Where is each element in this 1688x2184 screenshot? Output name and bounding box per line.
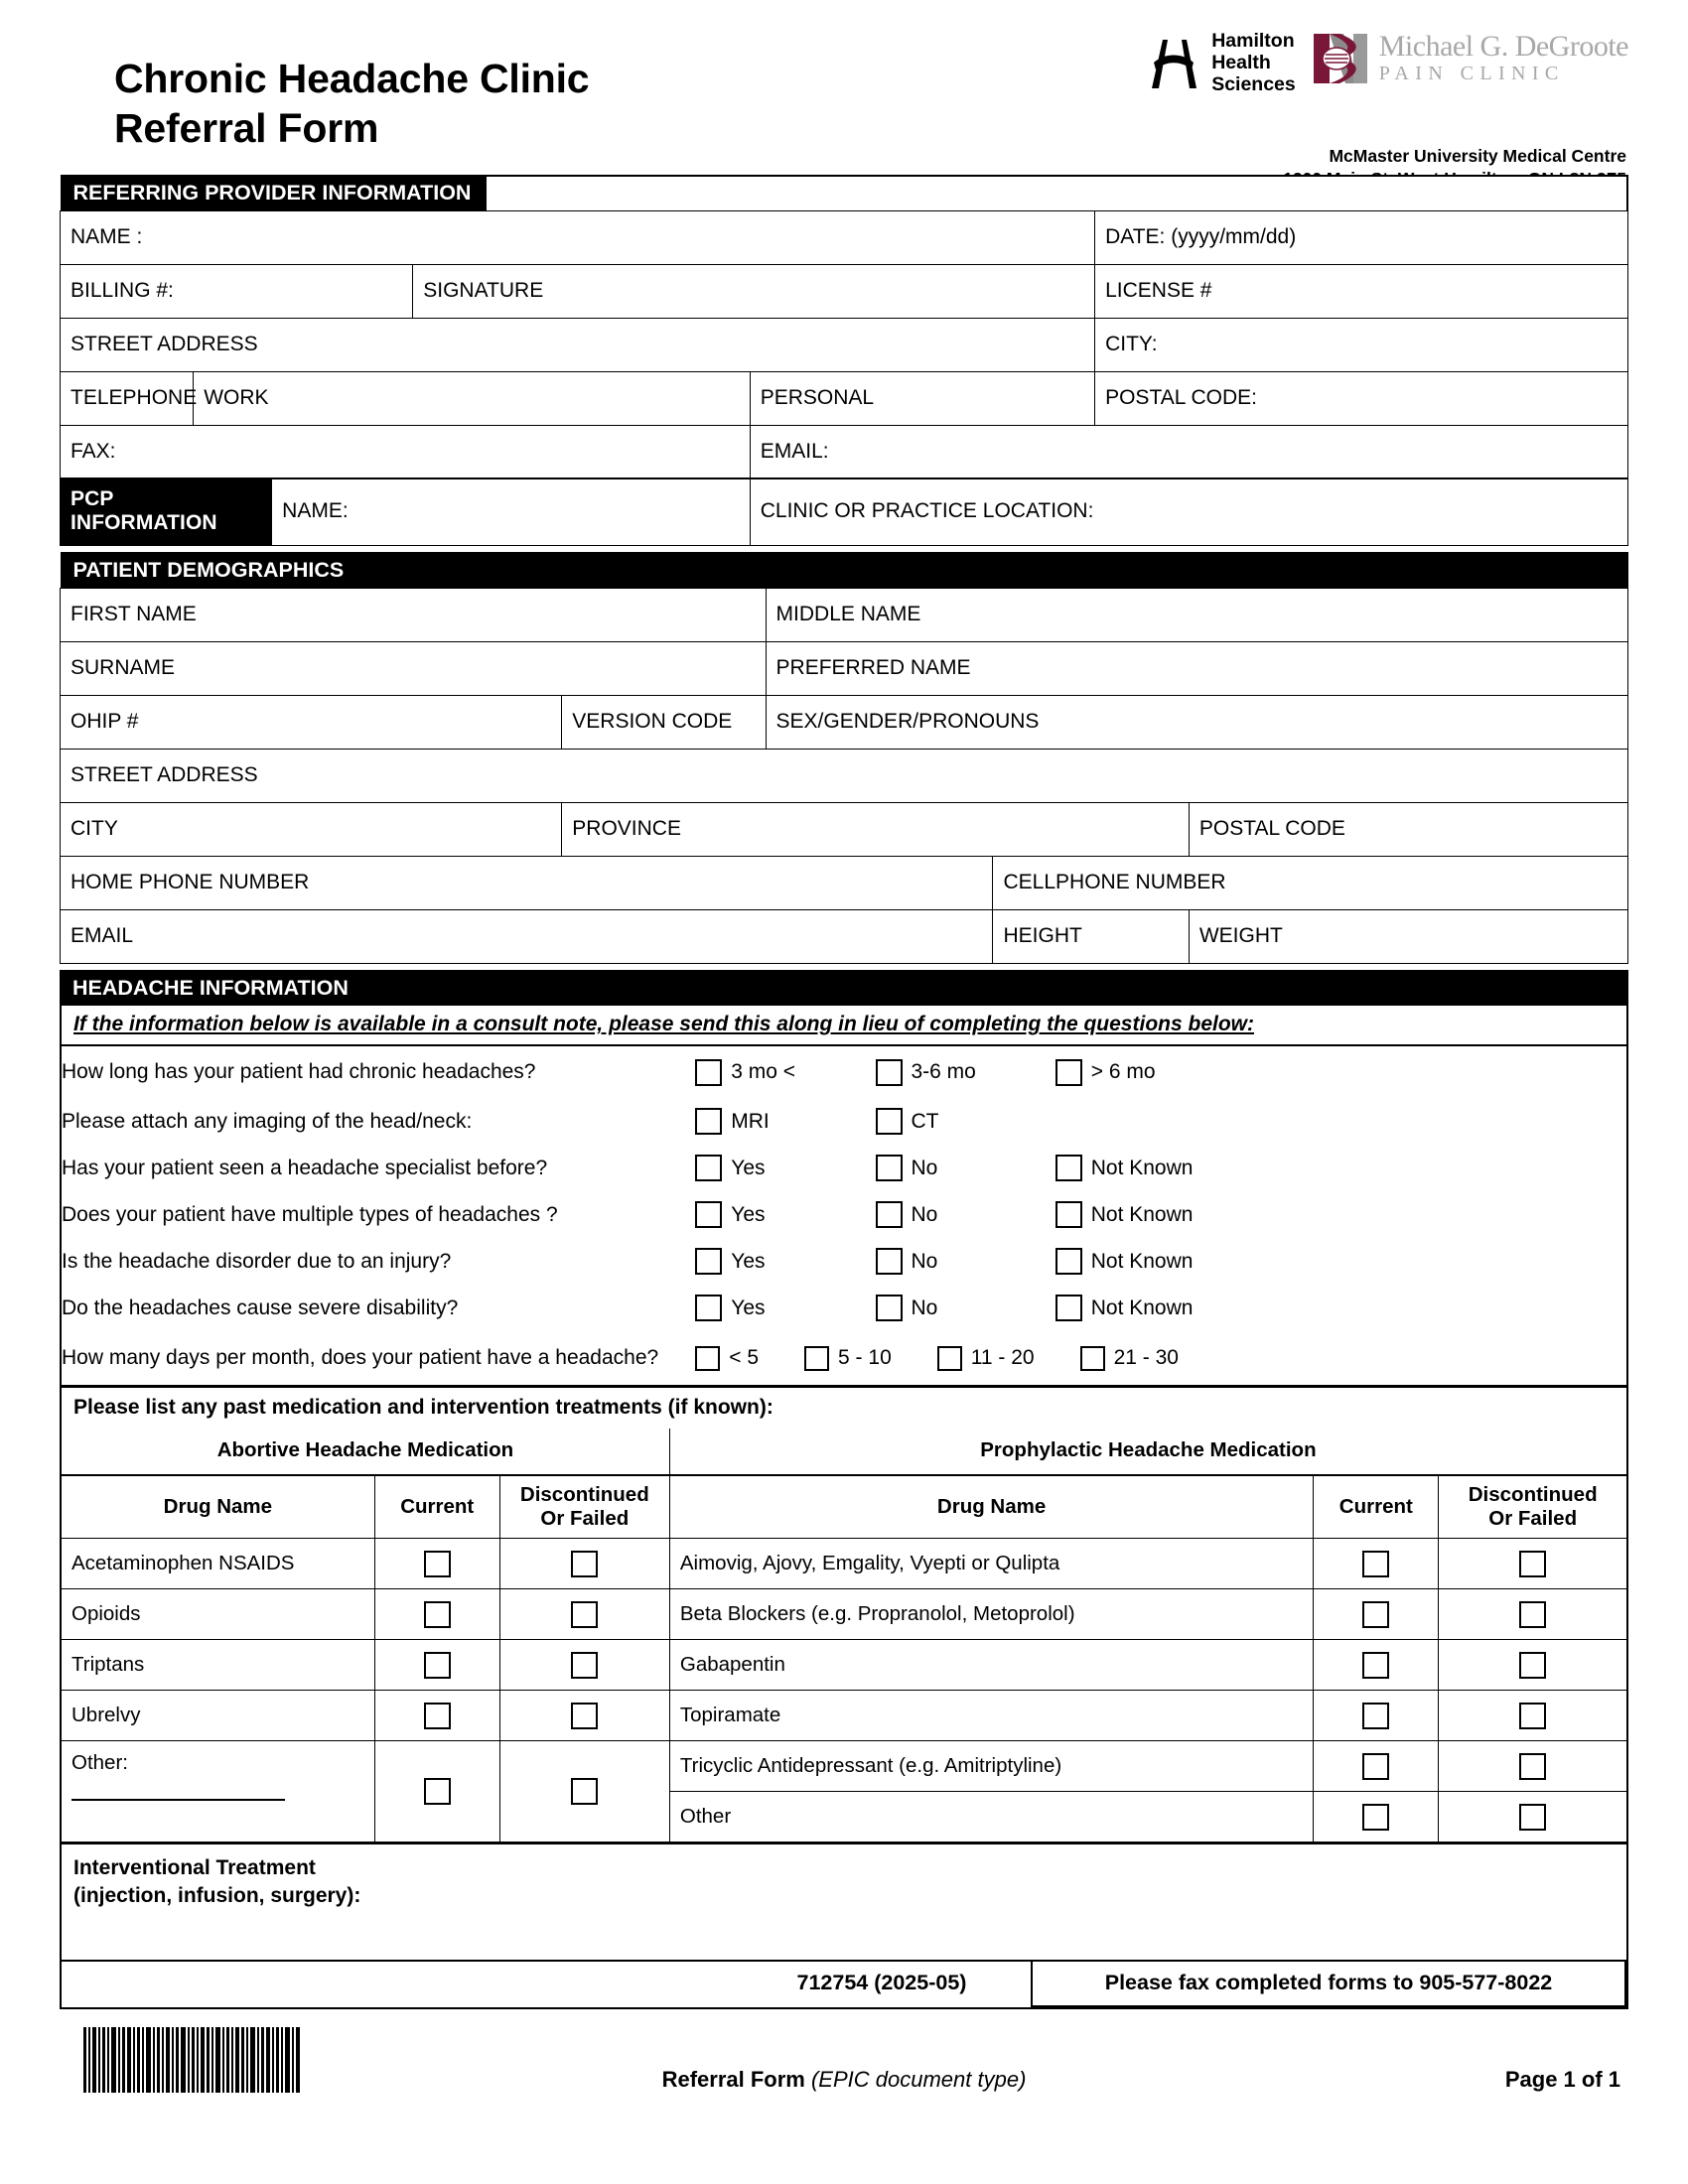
checkbox-icon[interactable] [695, 1108, 722, 1135]
question-row-duration [62, 1046, 1626, 1098]
prophylactic-current-cell[interactable] [1314, 1691, 1439, 1741]
provider-license-field[interactable]: LICENSE # [1095, 264, 1628, 318]
medication-row-other-tricyclic [62, 1741, 1626, 1792]
option-label: 5 - 10 [838, 1346, 892, 1370]
patient-first-name-row [61, 589, 1628, 642]
provider-billing-field[interactable]: BILLING #: [61, 264, 413, 318]
question-label-imaging: Please attach any imaging of the head/neck: [62, 1109, 473, 1133]
option-days-21-30[interactable] [1080, 1346, 1179, 1371]
checkbox-icon[interactable] [1362, 1652, 1389, 1679]
provider-fax-field[interactable]: FAX: [61, 425, 751, 478]
option-label: No [911, 1202, 938, 1226]
patient-preferred-name-field[interactable]: PREFERRED NAME [766, 642, 1627, 696]
option-multiple-types-not-known[interactable] [1055, 1201, 1259, 1228]
prophylactic-current-header: Current [1314, 1475, 1439, 1539]
checkbox-icon[interactable] [695, 1295, 722, 1321]
provider-work-phone-field[interactable]: WORK [194, 371, 751, 425]
option-label: CT [911, 1109, 939, 1133]
medications-instruction: Please list any past medication and intervention treatments (if known): [73, 1395, 774, 1419]
checkbox-icon[interactable] [1055, 1155, 1082, 1181]
checkbox-icon[interactable] [876, 1201, 903, 1228]
patient-home-phone-row [61, 857, 1628, 910]
abortive-current-header: Current [374, 1475, 499, 1539]
footer-doc-type-text: (EPIC document type) [810, 2067, 1027, 2093]
checkbox-icon[interactable] [937, 1346, 962, 1371]
checkbox-icon[interactable] [876, 1155, 903, 1181]
patient-email-field[interactable]: EMAIL [61, 910, 993, 964]
prophylactic-drug-gabapentin: Gabapentin [669, 1640, 1313, 1691]
medications-section [60, 1386, 1628, 2010]
provider-email-field[interactable]: EMAIL: [750, 425, 1627, 478]
option-imaging-mri[interactable] [695, 1108, 875, 1135]
provider-fax-row [61, 425, 1628, 478]
checkbox-icon[interactable] [1519, 1753, 1546, 1780]
patient-street-field[interactable]: STREET ADDRESS [61, 750, 1628, 803]
pcp-clinic-field[interactable]: CLINIC OR PRACTICE LOCATION: [750, 478, 1627, 546]
provider-personal-phone-field[interactable]: PERSONAL [750, 371, 1094, 425]
patient-sex-gender-field[interactable]: SEX/GENDER/PRONOUNS [766, 696, 1627, 750]
referring-provider-section [60, 175, 1628, 479]
patient-demographics-section-title: PATIENT DEMOGRAPHICS [63, 554, 360, 588]
checkbox-icon[interactable] [695, 1155, 722, 1181]
checkbox-icon[interactable] [695, 1059, 722, 1086]
abortive-group-label: Abortive Headache Medication [62, 1429, 669, 1475]
provider-name-row [61, 210, 1628, 264]
provider-telephone-row [61, 371, 1628, 425]
checkbox-icon[interactable] [1055, 1248, 1082, 1275]
pcp-section [60, 478, 1628, 546]
page-header [60, 28, 1628, 175]
abortive-discontinued-header [499, 1475, 669, 1539]
option-label: 21 - 30 [1113, 1346, 1179, 1370]
option-duration-3-6mo[interactable] [876, 1059, 1055, 1086]
option-imaging-ct[interactable] [876, 1108, 1055, 1135]
abortive-discontinued-cell[interactable] [499, 1640, 669, 1691]
question-label-multiple-types: Does your patient have multiple types of headaches ? [62, 1202, 558, 1226]
patient-ohip-field[interactable]: OHIP # [61, 696, 562, 750]
interventional-line-1: Interventional Treatment [73, 1856, 316, 1880]
medication-row [62, 1691, 1626, 1741]
patient-street-row [61, 750, 1628, 803]
provider-street-field[interactable]: STREET ADDRESS [61, 318, 1095, 371]
option-duration-3mo[interactable] [695, 1059, 875, 1086]
option-injury-yes[interactable] [695, 1248, 875, 1275]
option-label: > 6 mo [1090, 1060, 1156, 1084]
hhs-line-1: Hamilton [1211, 30, 1295, 52]
option-days-5-10[interactable] [804, 1346, 892, 1371]
checkbox-icon[interactable] [424, 1652, 451, 1679]
checkbox-icon[interactable] [876, 1248, 903, 1275]
page-title [114, 54, 589, 153]
patient-version-code-field[interactable]: VERSION CODE [562, 696, 766, 750]
abortive-current-cell[interactable] [374, 1741, 499, 1843]
checkbox-icon[interactable] [1055, 1295, 1082, 1321]
checkbox-icon[interactable] [876, 1059, 903, 1086]
checkbox-icon[interactable] [1362, 1601, 1389, 1628]
checkbox-icon[interactable] [695, 1346, 720, 1371]
option-label: No [911, 1156, 938, 1179]
abortive-other-write-in-line[interactable] [71, 1799, 285, 1801]
abortive-discontinued-cell[interactable] [499, 1539, 669, 1589]
provider-billing-row [61, 264, 1628, 318]
prophylactic-group-label: Prophylactic Headache Medication [669, 1429, 1626, 1475]
question-row-injury [62, 1238, 1626, 1285]
question-row-disability [62, 1285, 1626, 1331]
checkbox-icon[interactable] [876, 1108, 903, 1135]
question-row-multiple-types [62, 1191, 1626, 1238]
option-disability-no[interactable] [876, 1295, 1055, 1321]
checkbox-icon[interactable] [695, 1201, 722, 1228]
option-multiple-types-no[interactable] [876, 1201, 1055, 1228]
patient-demographics-header-fill [359, 554, 1625, 588]
title-line-2: Referral Form [114, 105, 379, 152]
question-label-days-per-month: How many days per month, does your patient have a headache? [62, 1346, 659, 1370]
patient-email-row [61, 910, 1628, 964]
option-injury-no[interactable] [876, 1248, 1055, 1275]
question-label-duration: How long has your patient had chronic headaches? [62, 1060, 536, 1084]
checkbox-icon[interactable] [1362, 1703, 1389, 1729]
prophylactic-drug-beta-blockers: Beta Blockers (e.g. Propranolol, Metoprolol) [669, 1589, 1313, 1640]
degroote-subtitle: PAIN CLINIC [1378, 63, 1565, 84]
patient-weight-field[interactable]: WEIGHT [1189, 910, 1627, 964]
prophylactic-drug-name-header: Drug Name [669, 1475, 1313, 1539]
option-label: Yes [731, 1296, 766, 1319]
option-label: No [911, 1249, 938, 1273]
provider-signature-field[interactable]: SIGNATURE [413, 264, 1095, 318]
pcp-section-title: PCP INFORMATION [61, 478, 272, 546]
checkbox-icon[interactable] [1055, 1201, 1082, 1228]
michael-degroote-pain-clinic-logo [1310, 30, 1628, 87]
patient-demographics-header-row [61, 552, 1628, 588]
patient-surname-field[interactable]: SURNAME [61, 642, 767, 696]
option-specialist-no[interactable] [876, 1155, 1055, 1181]
checkbox-icon[interactable] [1362, 1551, 1389, 1577]
checkbox-icon[interactable] [1519, 1804, 1546, 1831]
discontinued-line-1: Discontinued [1468, 1482, 1598, 1506]
checkbox-icon[interactable] [1519, 1703, 1546, 1729]
patient-city-row [61, 803, 1628, 857]
checkbox-icon[interactable] [1519, 1652, 1546, 1679]
abortive-current-cell[interactable] [374, 1589, 499, 1640]
hhs-line-2: Health [1211, 52, 1271, 74]
title-line-1: Chronic Headache Clinic [114, 56, 590, 101]
pcp-name-field[interactable]: NAME: [272, 478, 751, 546]
patient-first-name-field[interactable]: FIRST NAME [61, 589, 767, 642]
checkbox-icon[interactable] [424, 1778, 451, 1805]
abortive-drug-name-header: Drug Name [62, 1475, 374, 1539]
patient-height-field[interactable]: HEIGHT [993, 910, 1189, 964]
hhs-arch-icon [1145, 35, 1202, 90]
hamilton-health-sciences-logo [1145, 30, 1296, 95]
provider-street-row [61, 318, 1628, 371]
patient-surname-row [61, 642, 1628, 696]
prophylactic-discontinued-cell[interactable] [1439, 1640, 1626, 1691]
checkbox-icon[interactable] [1055, 1059, 1082, 1086]
patient-cellphone-field[interactable]: CELLPHONE NUMBER [993, 857, 1628, 910]
checkbox-icon[interactable] [424, 1601, 451, 1628]
abortive-other-label: Other: [71, 1751, 128, 1775]
abortive-drug-ubrelvy: Ubrelvy [62, 1691, 374, 1741]
abortive-current-cell[interactable] [374, 1691, 499, 1741]
option-label: Not Known [1090, 1202, 1194, 1226]
checkbox-icon[interactable] [571, 1652, 598, 1679]
checkbox-icon[interactable] [1519, 1601, 1546, 1628]
medication-row [62, 1589, 1626, 1640]
prophylactic-current-cell[interactable] [1314, 1589, 1439, 1640]
checkbox-icon[interactable] [876, 1295, 903, 1321]
checkbox-icon[interactable] [1362, 1753, 1389, 1780]
headache-information-note: If the information below is available in a consult note, please send this along in lieu of completing the questions below: [62, 1006, 1626, 1046]
referring-provider-section-title: REFERRING PROVIDER INFORMATION [63, 177, 488, 210]
degroote-dna-icon [1310, 30, 1371, 87]
patient-postal-field[interactable]: POSTAL CODE [1189, 803, 1627, 857]
option-label: MRI [731, 1109, 770, 1133]
checkbox-icon[interactable] [571, 1601, 598, 1628]
option-disability-yes[interactable] [695, 1295, 875, 1321]
headache-information-section [60, 970, 1628, 1387]
medication-group-header-row [62, 1429, 1626, 1475]
checkbox-icon[interactable] [571, 1551, 598, 1577]
option-label: Not Known [1090, 1296, 1194, 1319]
option-label: Yes [731, 1249, 766, 1273]
headache-information-section-title: HEADACHE INFORMATION [62, 972, 364, 1006]
medication-row [62, 1640, 1626, 1691]
hhs-wordmark [1211, 30, 1296, 95]
option-label: No [911, 1296, 938, 1319]
patient-demographics-section [60, 552, 1628, 964]
abortive-discontinued-cell[interactable] [499, 1741, 669, 1843]
provider-date-field[interactable]: DATE: (yyyy/mm/dd) [1095, 210, 1628, 264]
referring-provider-header-fill [487, 177, 1625, 210]
option-label: Yes [731, 1156, 766, 1179]
degroote-name: Michael G. DeGroote [1378, 30, 1628, 63]
option-label: < 5 [729, 1346, 760, 1370]
checkbox-icon[interactable] [1519, 1551, 1546, 1577]
prophylactic-drug-cgrp: Aimovig, Ajovy, Emgality, Vyepti or Qulipta [669, 1539, 1313, 1589]
checkbox-icon[interactable] [424, 1551, 451, 1577]
checkbox-icon[interactable] [804, 1346, 829, 1371]
question-label-injury: Is the headache disorder due to an injury? [62, 1249, 452, 1273]
question-label-disability: Do the headaches cause severe disability? [62, 1296, 459, 1319]
medication-row [62, 1539, 1626, 1589]
checkbox-icon[interactable] [1080, 1346, 1105, 1371]
medication-column-header-row [62, 1475, 1626, 1539]
prophylactic-discontinued-cell[interactable] [1439, 1539, 1626, 1589]
prophylactic-discontinued-cell[interactable] [1439, 1691, 1626, 1741]
referring-provider-header-row [61, 175, 1628, 210]
option-specialist-not-known[interactable] [1055, 1155, 1259, 1181]
abortive-current-cell[interactable] [374, 1539, 499, 1589]
option-disability-not-known[interactable] [1055, 1295, 1259, 1321]
option-days-11-20[interactable] [937, 1346, 1035, 1371]
option-injury-not-known[interactable] [1055, 1248, 1259, 1275]
patient-home-phone-field[interactable]: HOME PHONE NUMBER [61, 857, 993, 910]
question-label-specialist: Has your patient seen a headache specialist before? [62, 1156, 548, 1179]
provider-postal-field[interactable]: POSTAL CODE: [1095, 371, 1628, 425]
prophylactic-discontinued-cell[interactable] [1439, 1741, 1626, 1792]
provider-city-field[interactable]: CITY: [1095, 318, 1628, 371]
abortive-current-cell[interactable] [374, 1640, 499, 1691]
prophylactic-current-cell[interactable] [1314, 1741, 1439, 1792]
prophylactic-drug-topiramate: Topiramate [669, 1691, 1313, 1741]
abortive-discontinued-cell[interactable] [499, 1589, 669, 1640]
patient-city-field[interactable]: CITY [61, 803, 562, 857]
option-label: 3 mo < [731, 1060, 796, 1084]
prophylactic-discontinued-header [1439, 1475, 1626, 1539]
prophylactic-current-cell[interactable] [1314, 1539, 1439, 1589]
address-line-1: McMaster University Medical Centre [1329, 146, 1626, 166]
form-footer-row [62, 1960, 1626, 2007]
degroote-wordmark [1379, 31, 1628, 86]
abortive-drug-other[interactable] [62, 1741, 374, 1843]
question-row-imaging [62, 1098, 1626, 1145]
headache-information-header-row [60, 970, 1628, 1006]
checkbox-icon[interactable] [424, 1703, 451, 1729]
logo-group [1145, 30, 1628, 95]
option-specialist-yes[interactable] [695, 1155, 875, 1181]
question-row-days-per-month [62, 1331, 1626, 1385]
prophylactic-discontinued-cell[interactable] [1439, 1589, 1626, 1640]
prophylactic-discontinued-cell[interactable] [1439, 1792, 1626, 1843]
fax-notice: Please fax completed forms to 905-577-8022 [1031, 1962, 1626, 2007]
patient-province-field[interactable]: PROVINCE [562, 803, 1190, 857]
patient-middle-name-field[interactable]: MIDDLE NAME [766, 589, 1627, 642]
footer-page-number: Page 1 of 1 [1504, 2067, 1620, 2093]
discontinued-line-2: Or Failed [540, 1506, 630, 1530]
interventional-treatment-field[interactable] [62, 1843, 1626, 1960]
checkbox-icon[interactable] [571, 1778, 598, 1805]
discontinued-line-1: Discontinued [519, 1482, 649, 1506]
hhs-line-3: Sciences [1211, 73, 1296, 96]
pcp-row [61, 478, 1628, 546]
patient-ohip-row [61, 696, 1628, 750]
prophylactic-current-cell[interactable] [1314, 1640, 1439, 1691]
provider-name-field[interactable]: NAME : [61, 210, 1095, 264]
abortive-drug-acetaminophen: Acetaminophen NSAIDS [62, 1539, 374, 1589]
option-label: Not Known [1090, 1249, 1194, 1273]
page-footer [60, 2027, 1628, 2116]
checkbox-icon[interactable] [571, 1703, 598, 1729]
option-multiple-types-yes[interactable] [695, 1201, 875, 1228]
form-number: 712754 (2025-05) [796, 1971, 967, 1995]
discontinued-line-2: Or Failed [1488, 1506, 1578, 1530]
headache-questions-table [62, 1046, 1626, 1385]
headache-information-header-fill [364, 972, 1626, 1006]
option-label: Not Known [1090, 1156, 1194, 1179]
form-body [60, 175, 1628, 2116]
prophylactic-drug-other: Other [669, 1792, 1313, 1843]
footer-spacer [62, 1962, 733, 2007]
option-label: 11 - 20 [970, 1346, 1035, 1370]
option-label: 3-6 mo [911, 1060, 976, 1084]
footer-doc-name-text: Referral Form [661, 2067, 805, 2093]
prophylactic-drug-tricyclic: Tricyclic Antidepressant (e.g. Amitriptyline) [669, 1741, 1313, 1792]
checkbox-icon[interactable] [1362, 1804, 1389, 1831]
checkbox-icon[interactable] [695, 1248, 722, 1275]
option-label: Yes [731, 1202, 766, 1226]
question-row-specialist [62, 1145, 1626, 1191]
abortive-drug-triptans: Triptans [62, 1640, 374, 1691]
provider-telephone-label: TELEPHONE [61, 371, 194, 425]
medications-table [62, 1429, 1626, 1843]
footer-document-name [60, 2067, 1628, 2093]
abortive-drug-opioids: Opioids [62, 1589, 374, 1640]
option-days-under-5[interactable] [695, 1346, 759, 1371]
option-duration-over-6mo[interactable] [1055, 1059, 1259, 1086]
interventional-line-2: (injection, infusion, surgery): [73, 1883, 361, 1907]
abortive-discontinued-cell[interactable] [499, 1691, 669, 1741]
prophylactic-current-cell[interactable] [1314, 1792, 1439, 1843]
